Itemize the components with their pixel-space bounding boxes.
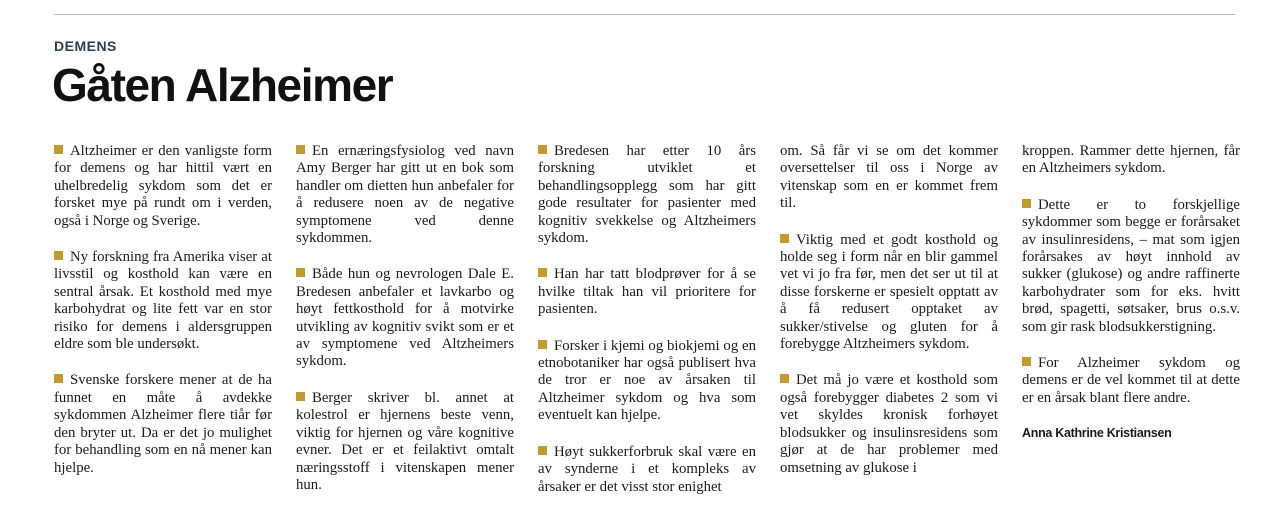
article-paragraph bbox=[538, 338, 756, 425]
paragraph-text: om. Så får vi se om det kommer oversettelser til oss i Norge av vitenskap som en er kommet frem til. bbox=[780, 143, 998, 212]
article-column-2 bbox=[296, 143, 514, 515]
article-paragraph bbox=[296, 266, 514, 370]
article-headline: Gåten Alzheimer bbox=[52, 59, 393, 111]
square-bullet-icon bbox=[538, 268, 547, 277]
square-bullet-icon bbox=[1022, 357, 1031, 366]
article-paragraph bbox=[538, 444, 756, 496]
top-divider bbox=[54, 14, 1235, 15]
article-column-1 bbox=[54, 143, 272, 515]
paragraph-text: Ny forskning fra Amerika viser at livsstil og kosthold kan være en sentral årsak. Et kosthold med mye karbohydrat og lite fett var en stor risiko for demens i aldersgruppen eldre som ble undersøkt. bbox=[54, 249, 272, 353]
paragraph-text: Høyt sukkerforbruk skal være en av synderne i et kompleks av årsaker er det visst stor enighet bbox=[538, 443, 756, 495]
square-bullet-icon bbox=[780, 234, 789, 243]
paragraph-text: Det må jo være et kosthold som også forebygger diabetes 2 som vi vet skyldes kronisk forhøyet blodsukker og insulinsresidens som gjør at de har problemer med omsetning av glukose i bbox=[780, 372, 998, 476]
article-paragraph bbox=[1022, 143, 1240, 178]
article-paragraph bbox=[780, 232, 998, 354]
paragraph-text: Både hun og nevrologen Dale E. Bredesen anbefaler et lavkarbo og høyt fettkosthold for å motvirke utvikling av kognitiv svikt som er et av symptomene ved Altzheimers sykdom. bbox=[296, 266, 514, 370]
paragraph-text: Berger skriver bl. annet at kolestrol er hjernens beste venn, viktig for hjernen og våre kognitive evner. Det er et feilaktivt omtalt næringsstoff i vitenskapen mener hun. bbox=[296, 389, 514, 493]
square-bullet-icon bbox=[296, 392, 305, 401]
paragraph-text: Svenske forskere mener at de ha funnet en måte å avdekke sykdommen Alzheimer flere tiår før den bryter ut. Da er det jo mulighet for behandling som en nå mener kan hjelpe. bbox=[54, 372, 272, 476]
paragraph-text: Dette er to forskjellige sykdommer som begge er forårsaket av insulinresidens, – mat som igjen forårsakes av høyt innhold av sukker (glukose) og andre raffinerte karbohydrater som for eks. hvitt brød, spagetti, søtsaker, brus o.s.v. som gir rask blodsukkerstigning. bbox=[1022, 196, 1240, 335]
paragraph-text: For Alzheimer sykdom og demens er de vel kommet til at dette er en årsak blant flere andre. bbox=[1022, 355, 1240, 406]
square-bullet-icon bbox=[54, 374, 63, 383]
article-paragraph bbox=[538, 266, 756, 318]
square-bullet-icon bbox=[780, 374, 789, 383]
square-bullet-icon bbox=[538, 145, 547, 154]
square-bullet-icon bbox=[296, 268, 305, 277]
square-bullet-icon bbox=[54, 145, 63, 154]
square-bullet-icon bbox=[296, 145, 305, 154]
article-paragraph bbox=[538, 143, 756, 247]
paragraph-text: Altzheimer er den vanligste form for demens og har hittil vært en uhelbredelig sykdom som det er forsket mye på rundt om i verden, også i Norge og Sverige. bbox=[54, 143, 272, 229]
article-paragraph bbox=[780, 143, 998, 213]
article-paragraph bbox=[1022, 197, 1240, 336]
article-paragraph bbox=[54, 143, 272, 230]
square-bullet-icon bbox=[54, 251, 63, 260]
paragraph-text: Bredesen har etter 10 års forskning utviklet et behandlingsopplegg som har gitt gode resultater for pasienter med kognitiv svekkelse og Altzheimers sykdom. bbox=[538, 143, 756, 247]
paragraph-text: Viktig med et godt kosthold og holde seg i form når en blir gammel vet vi jo fra før, men det ser ut til at disse forskerne er spesielt opptatt av å få redusert opptaket av sukker/stivelse og gluten for å forebygge Altzheimers sykdom. bbox=[780, 231, 998, 353]
article-body-columns bbox=[54, 143, 1240, 515]
article-column-3 bbox=[538, 143, 756, 515]
article-column-5 bbox=[1022, 143, 1240, 515]
article-column-4 bbox=[780, 143, 998, 515]
square-bullet-icon bbox=[1022, 199, 1031, 208]
paragraph-text: Han har tatt blodprøver for å se hvilke tiltak han vil prioritere for pasienten. bbox=[538, 266, 756, 318]
article-paragraph bbox=[1022, 355, 1240, 407]
section-kicker: DEMENS bbox=[54, 38, 117, 54]
article-paragraph bbox=[54, 372, 272, 476]
article-paragraph bbox=[296, 390, 514, 494]
paragraph-text: En ernæringsfysiolog ved navn Amy Berger har gitt ut en bok som handler om dietten hun anbefaler for å redusere noen av de negative symptomene ved denne sykdommen. bbox=[296, 143, 514, 247]
paragraph-text: kroppen. Rammer dette hjernen, får en Altzheimers sykdom. bbox=[1022, 143, 1240, 177]
article-paragraph bbox=[54, 249, 272, 353]
paragraph-text: Forsker i kjemi og biokjemi og en etnobotaniker har også publisert hva de tror er noe av årsaken til Altzheimer sykdom og hva som eventuelt kan hjelpe. bbox=[538, 337, 756, 424]
author-byline: Anna Kathrine Kristiansen bbox=[1022, 426, 1172, 441]
article-paragraph bbox=[296, 143, 514, 247]
square-bullet-icon bbox=[538, 446, 547, 455]
article-paragraph bbox=[780, 372, 998, 476]
square-bullet-icon bbox=[538, 340, 547, 349]
